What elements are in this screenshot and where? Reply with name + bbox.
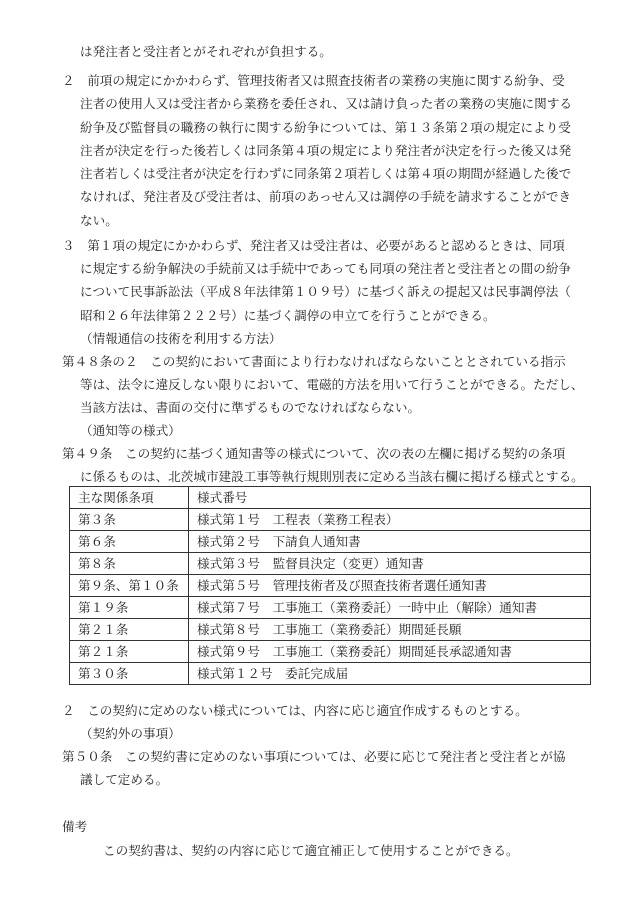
table-row bbox=[70, 619, 591, 641]
table-cell-form: 様式第３号 監督員決定（変更）通知書 bbox=[189, 553, 591, 575]
form-style-table bbox=[69, 486, 591, 685]
section-heading: （契約外の事項） bbox=[80, 726, 181, 741]
text-line: に係るものは、北茨城市建設工事等執行規則別表に定める当該右欄に掲げる様式とする。 bbox=[80, 469, 584, 484]
table-row bbox=[70, 641, 591, 663]
table-cell-article: 第２１条 bbox=[70, 619, 189, 641]
table-cell-form: 様式第８号 工事施工（業務委託）期間延長願 bbox=[189, 619, 591, 641]
text-line: 紛争及び監督員の職務の執行に関する紛争については、第１３条第２項の規定により受 bbox=[80, 120, 571, 135]
table-cell-article: 第９条、第１０条 bbox=[70, 575, 189, 597]
text-line: なければ、発注者及び受注者は、前項のあっせん又は調停の手続を請求することができ bbox=[80, 189, 572, 204]
text-line: について民事訴訟法（平成８年法律第１０９号）に基づく訴えの提起又は民事調停法（ bbox=[80, 284, 571, 299]
text-line: 昭和２６年法律第２２２号）に基づく調停の申立てを行うことができる。 bbox=[80, 308, 496, 323]
table-cell-article: 第３条 bbox=[70, 509, 189, 531]
table-row bbox=[70, 509, 591, 531]
text-line: 当該方法は、書面の交付に準ずるものでなければならない。 bbox=[80, 400, 421, 415]
table-cell-form: 様式第１号 工程表（業務工程表） bbox=[189, 509, 591, 531]
remarks-heading: 備考 bbox=[62, 819, 88, 834]
table-cell-article: 第２１条 bbox=[70, 641, 189, 663]
text-line: 議して定める。 bbox=[80, 772, 169, 787]
text-line: に規定する紛争解決の手続前又は手続中であっても同項の発注者と受注者との間の紛争 bbox=[80, 261, 572, 276]
table-row bbox=[70, 575, 591, 597]
table-cell-form: 様式第５号 管理技術者及び照査技術者選任通知書 bbox=[189, 575, 591, 597]
paragraph-2-line: ２ 前項の規定にかかわらず、管理技術者又は照査技術者の業務の実施に関する紛争、受 bbox=[62, 73, 565, 88]
table-row bbox=[70, 553, 591, 575]
paragraph-3-line: ３ 第１項の規定にかかわらず、発注者又は受注者は、必要があると認めるときは、同項 bbox=[62, 238, 565, 253]
table-cell-form: 様式第２号 下請負人通知書 bbox=[189, 531, 591, 553]
table-cell-article: 第３０条 bbox=[70, 663, 189, 685]
table-header-cell: 様式番号 bbox=[189, 487, 591, 509]
text-line: 等は、法令に違反しない限りにおいて、電磁的方法を用いて行うことができる。ただし、 bbox=[80, 377, 584, 392]
table-cell-article: 第６条 bbox=[70, 531, 189, 553]
text-line: 注者の使用人又は受注者から業務を委任され、又は請け負った者の業務の実施に関する bbox=[80, 96, 572, 111]
text-line: は発注者と受注者とがそれぞれが負担する。 bbox=[80, 44, 332, 59]
table-cell-form: 様式第１２号 委託完成届 bbox=[189, 663, 591, 685]
table-cell-form: 様式第９号 工事施工（業務委託）期間延長承認通知書 bbox=[189, 641, 591, 663]
paragraph-2-line: ２ この契約に定めのない様式については、内容に応じ適宜作成するものとする。 bbox=[62, 703, 528, 718]
text-line: 注者若しくは受注者が決定を行わずに同条第２項若しくは第４項の期間が経過した後で bbox=[80, 166, 572, 181]
table-header-row bbox=[70, 487, 591, 509]
table-row bbox=[70, 663, 591, 685]
article-50-line: 第５０条 この契約書に定めのない事項については、必要に応じて発注者と受注者とが協 bbox=[62, 749, 566, 764]
table-header-cell: 主な関係条項 bbox=[70, 487, 189, 509]
article-48-2-line: 第４８条の２ この契約において書面により行わなければならないこととされている指示 bbox=[62, 354, 566, 369]
table-cell-form: 様式第７号 工事施工（業務委託）一時中止（解除）通知書 bbox=[189, 597, 591, 619]
section-heading: （通知等の様式） bbox=[80, 423, 181, 438]
text-line: 注者が決定を行った後若しくは同条第４項の規定により発注者が決定を行った後又は発 bbox=[80, 143, 572, 158]
table-cell-article: 第８条 bbox=[70, 553, 189, 575]
table-cell-article: 第１９条 bbox=[70, 597, 189, 619]
article-49-line: 第４９条 この契約に基づく通知書等の様式について、次の表の左欄に掲げる契約の条項 bbox=[62, 446, 566, 461]
section-heading: （情報通信の技術を利用する方法） bbox=[80, 331, 282, 346]
table-row bbox=[70, 597, 591, 619]
text-line: ない。 bbox=[80, 213, 118, 228]
remarks-text: この契約書は、契約の内容に応じて適宜補正して使用することができる。 bbox=[103, 843, 519, 858]
table-row bbox=[70, 531, 591, 553]
